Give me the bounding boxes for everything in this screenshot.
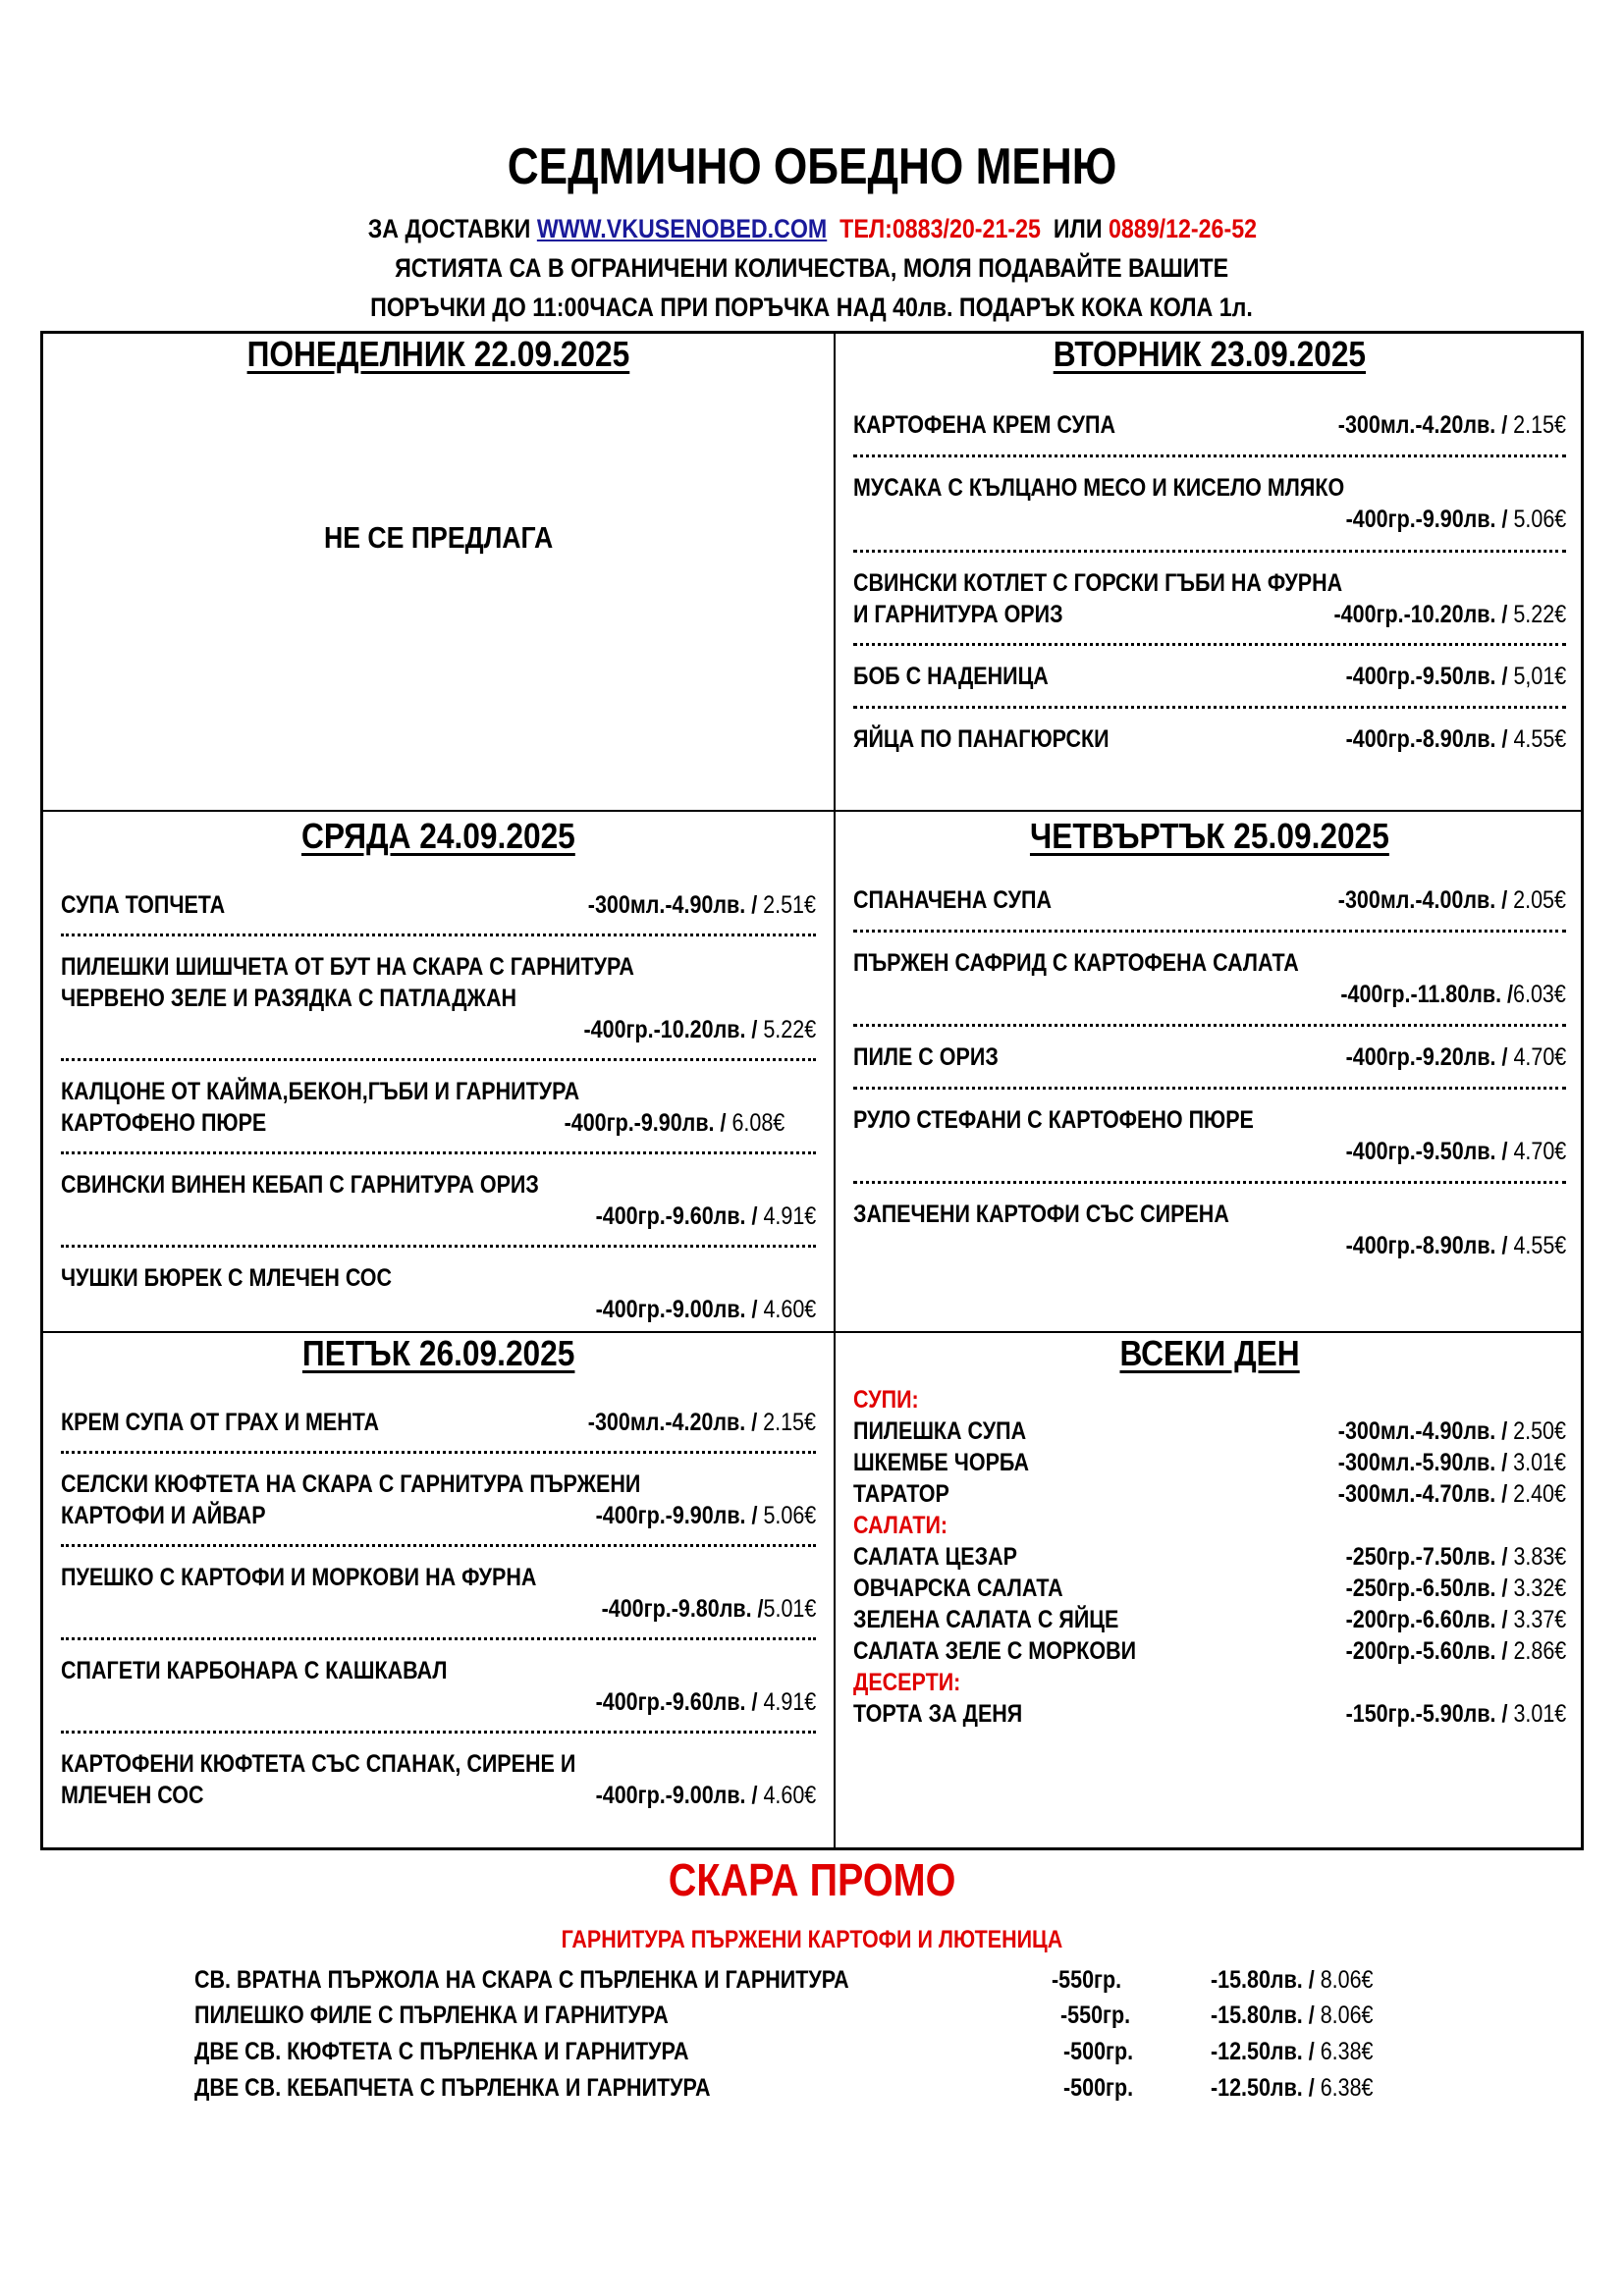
dotted-separator xyxy=(61,1725,816,1734)
menu-item-price: -400гр.-8.90лв. / 4.55€ xyxy=(1345,1232,1566,1259)
menu-item-price: -400гр.-9.00лв. / 4.60€ xyxy=(595,1296,816,1323)
day-heading: ВТОРНИК 23.09.2025 xyxy=(1053,334,1367,374)
day-heading: ПЕТЪК 26.09.2025 xyxy=(301,1333,575,1373)
section-heading: ВСЕКИ ДЕН xyxy=(1119,1333,1300,1373)
day-heading: ПОНЕДЕЛНИК 22.09.2025 xyxy=(246,334,630,374)
phone-1[interactable]: ТЕЛ:0883/20-21-25 xyxy=(839,214,1041,243)
day-tuesday xyxy=(836,334,1584,810)
dotted-separator xyxy=(853,700,1566,709)
dotted-separator xyxy=(61,1538,816,1547)
day-heading: СРЯДА 24.09.2025 xyxy=(301,816,575,856)
menu-item-price: -400гр.-9.60лв. / 4.91€ xyxy=(595,1202,816,1230)
menu-item: ОВЧАРСКА САЛАТА -250гр.-6.50лв. / 3.32€ xyxy=(853,1575,1566,1602)
menu-item: РУЛО СТЕФАНИ С КАРТОФЕНО ПЮРЕ xyxy=(853,1106,1254,1134)
menu-item: КАРТОФЕНИ КЮФТЕТА СЪС СПАНАК, СИРЕНЕ И xyxy=(61,1750,576,1778)
dotted-separator xyxy=(61,1445,816,1454)
menu-item-price: -400гр.-10.20лв. / 5.22€ xyxy=(583,1016,816,1043)
menu-item: САЛАТА ЗЕЛЕ С МОРКОВИ -200гр.-5.60лв. / 2.86€ xyxy=(853,1637,1566,1665)
menu-item: МУСАКА С КЪЛЦАНО МЕСО И КИСЕЛО МЛЯКО xyxy=(853,474,1345,502)
day-heading: ЧЕТВЪРТЪК 25.09.2025 xyxy=(1030,816,1389,856)
website-link[interactable]: WWW.VKUSENOBED.COM xyxy=(536,214,827,243)
day-thursday xyxy=(836,812,1584,1331)
dotted-separator xyxy=(853,637,1566,646)
dotted-separator xyxy=(61,1146,816,1154)
dotted-separator xyxy=(61,928,816,936)
promo-item: ДВЕ СВ. КЮФТЕТА С ПЪРЛЕНКА И ГАРНИТУРА -500гр. -12.50лв. / 6.38€ xyxy=(194,2038,1373,2065)
contact-line xyxy=(0,214,1624,244)
phone-2[interactable]: 0889/12-26-52 xyxy=(1108,214,1257,243)
menu-item: КАЛЦОНЕ ОТ КАЙМА,БЕКОН,ГЪБИ И ГАРНИТУРА xyxy=(61,1078,580,1105)
menu-item-price: -400гр.-11.80лв. /6.03€ xyxy=(1340,981,1566,1008)
delivery-label: ЗА ДОСТАВКИ xyxy=(367,214,531,243)
dotted-separator xyxy=(61,1631,816,1640)
promo-item: ПИЛЕШКО ФИЛЕ С ПЪРЛЕНКА И ГАРНИТУРА -550гр. -15.80лв. / 8.06€ xyxy=(194,2002,1373,2029)
notice-line-1: ЯСТИЯТА СА В ОГРАНИЧЕНИ КОЛИЧЕСТВА, МОЛЯ ПОДАВАЙТЕ ВАШИТЕ xyxy=(395,253,1229,283)
menu-item-line2: МЛЕЧЕН СОС -400гр.-9.00лв. / 4.60€ xyxy=(61,1782,816,1809)
menu-item: ЗАПЕЧЕНИ КАРТОФИ СЪС СИРЕНА xyxy=(853,1201,1229,1228)
menu-item-price: -400гр.-9.90лв. / 5.06€ xyxy=(1345,506,1566,533)
dotted-separator xyxy=(853,924,1566,933)
dotted-separator xyxy=(853,1175,1566,1184)
menu-item: БОБ С НАДЕНИЦА -400гр.-9.50лв. / 5,01€ xyxy=(853,663,1566,690)
menu-item-line2: КАРТОФИ И АЙВАР -400гр.-9.90лв. / 5.06€ xyxy=(61,1502,816,1529)
dotted-separator xyxy=(853,1081,1566,1090)
promo-subtitle: ГАРНИТУРА ПЪРЖЕНИ КАРТОФИ И ЛЮТЕНИЦА xyxy=(561,1926,1063,1953)
menu-item-price: -400гр.-9.60лв. / 4.91€ xyxy=(595,1688,816,1716)
menu-item: СУПА ТОПЧЕТА -300мл.-4.90лв. / 2.51€ xyxy=(61,891,816,919)
page-title: СЕДМИЧНО ОБЕДНО МЕНЮ xyxy=(507,138,1117,195)
menu-item-price: -400гр.-9.80лв. /5.01€ xyxy=(601,1595,816,1623)
menu-item: ТАРАТОР -300мл.-4.70лв. / 2.40€ xyxy=(853,1480,1566,1508)
promo-item: СВ. ВРАТНА ПЪРЖОЛА НА СКАРА С ПЪРЛЕНКА И ГАРНИТУРА -550гр. -15.80лв. / 8.06€ xyxy=(194,1966,1373,1994)
menu-item-line2: И ГАРНИТУРА ОРИЗ -400гр.-10.20лв. / 5.22€ xyxy=(853,601,1566,628)
menu-item: ПУЕШКО С КАРТОФИ И МОРКОВИ НА ФУРНА xyxy=(61,1564,537,1591)
menu-item: ШКЕМБЕ ЧОРБА -300мл.-5.90лв. / 3.01€ xyxy=(853,1449,1566,1476)
dotted-separator xyxy=(61,1239,816,1248)
dotted-separator xyxy=(853,1018,1566,1027)
day-monday xyxy=(43,334,834,810)
everyday-section xyxy=(836,1333,1584,1848)
menu-item: СЕЛСКИ КЮФТЕТА НА СКАРА С ГАРНИТУРА ПЪРЖЕНИ xyxy=(61,1470,641,1498)
not-offered-note: НЕ СЕ ПРЕДЛАГА xyxy=(323,520,554,555)
salads-label: САЛАТИ: xyxy=(853,1512,948,1539)
menu-item-line2: ЧЕРВЕНО ЗЕЛЕ И РАЗЯДКА С ПАТЛАДЖАН xyxy=(61,985,517,1012)
day-wednesday xyxy=(43,812,834,1331)
menu-item: ЧУШКИ БЮРЕК С МЛЕЧЕН СОС xyxy=(61,1264,393,1292)
menu-item: СВИНСКИ ВИНЕН КЕБАП С ГАРНИТУРА ОРИЗ xyxy=(61,1171,539,1199)
dotted-separator xyxy=(853,544,1566,553)
menu-item-price: -400гр.-9.50лв. / 4.70€ xyxy=(1345,1138,1566,1165)
menu-item: ПИЛЕШКИ ШИШЧЕТА ОТ БУТ НА СКАРА С ГАРНИТУРА xyxy=(61,953,634,981)
menu-item: ПЪРЖЕН САФРИД С КАРТОФЕНА САЛАТА xyxy=(853,949,1299,977)
menu-item: ПИЛЕ С ОРИЗ -400гр.-9.20лв. / 4.70€ xyxy=(853,1043,1566,1071)
dotted-separator xyxy=(853,449,1566,457)
or-label: ИЛИ xyxy=(1053,214,1103,243)
menu-item: КАРТОФЕНА КРЕМ СУПА -300мл.-4.20лв. / 2.15€ xyxy=(853,411,1566,439)
menu-item: КРЕМ СУПА ОТ ГРАХ И МЕНТА -300мл.-4.20лв. / 2.15€ xyxy=(61,1409,816,1436)
menu-item: ЯЙЦА ПО ПАНАГЮРСКИ -400гр.-8.90лв. / 4.55€ xyxy=(853,725,1566,753)
notice-line-2: ПОРЪЧКИ ДО 11:00ЧАСА ПРИ ПОРЪЧКА НАД 40лв. ПОДАРЪК КОКА КОЛА 1л. xyxy=(370,293,1254,322)
desserts-label: ДЕСЕРТИ: xyxy=(853,1669,961,1696)
menu-item: СВИНСКИ КОТЛЕТ С ГОРСКИ ГЪБИ НА ФУРНА xyxy=(853,569,1343,597)
menu-item: СПАГЕТИ КАРБОНАРА С КАШКАВАЛ xyxy=(61,1657,448,1684)
menu-item: САЛАТА ЦЕЗАР -250гр.-7.50лв. / 3.83€ xyxy=(853,1543,1566,1571)
dotted-separator xyxy=(61,1052,816,1061)
promo-title: СКАРА ПРОМО xyxy=(668,1854,956,1905)
menu-item: СПАНАЧЕНА СУПА -300мл.-4.00лв. / 2.05€ xyxy=(853,886,1566,914)
day-friday xyxy=(43,1333,834,1848)
menu-item: ПИЛЕШКА СУПА -300мл.-4.90лв. / 2.50€ xyxy=(853,1417,1566,1445)
promo-item: ДВЕ СВ. КЕБАПЧЕТА С ПЪРЛЕНКА И ГАРНИТУРА -500гр. -12.50лв. / 6.38€ xyxy=(194,2074,1373,2102)
soups-label: СУПИ: xyxy=(853,1386,919,1414)
menu-item: ЗЕЛЕНА САЛАТА С ЯЙЦЕ -200гр.-6.60лв. / 3.37€ xyxy=(853,1606,1566,1633)
menu-item-line2: КАРТОФЕНО ПЮРЕ -400гр.-9.90лв. / 6.08€ xyxy=(61,1109,785,1137)
menu-item: ТОРТА ЗА ДЕНЯ -150гр.-5.90лв. / 3.01€ xyxy=(853,1700,1566,1728)
